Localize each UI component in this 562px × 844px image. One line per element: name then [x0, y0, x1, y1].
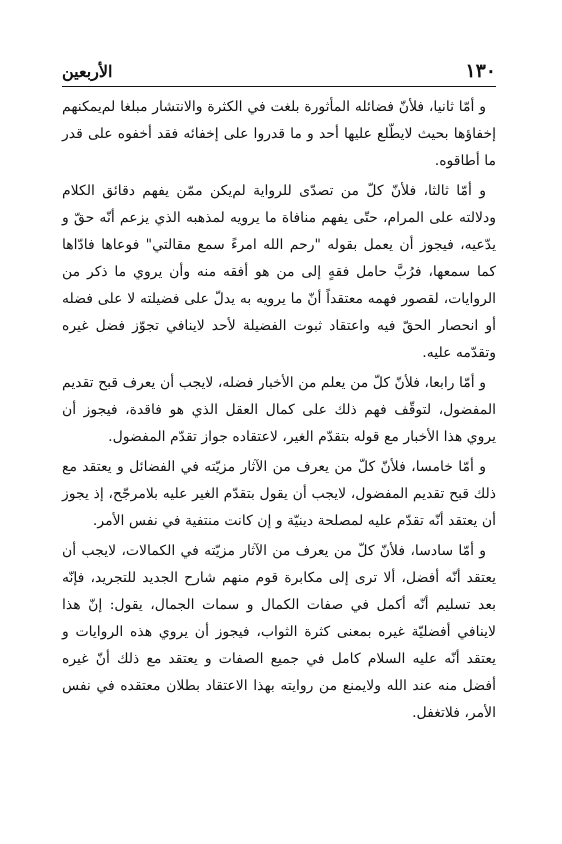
paragraph-fifthly: و أمّا خامسا، فلأنّ كلّ من يعرف من الآثار مزيّته في الفضائل و يعتقد مع ذلك قبح تقديم المفضول، لايجب أن يقول بتقدّم الغير عليه بلامرجّح، إذ يجوز أن يعتقد أنّه تقدّم عليه لمصلحة دينيّة و إن كانت منتفية في نفس الأمر. [62, 459, 496, 529]
paragraph-thirdly: و أمّا ثالثا، فلأنّ كلّ من تصدّى للرواية لم‌يكن ممّن يفهم دقائق الكلام ودلالته على المرام، حتّى يفهم منافاة ما يرويه لمذهبه الذي يزعم أنّه حقّ و يدّعيه، فيجوز أن يعمل بقوله "رحم الله امرءً سمع مقالتي" فوعاها فادّاها كما سمعها، فرُبَّ حامل فقهٍ إلى من هو أفقه منه وأن يروي ما ذكر من الروايات، لقصور فهمه معتقداً أنّ ما يرويه به يدلّ على فضيلته لا على فضله أو انحصار الحقّ فيه واعتقاد ثبوت الفضيلة لأحد لاينافي تجوّز فضل غيره وتقدّمه عليه. [62, 183, 496, 361]
paragraph-secondly: و أمّا ثانيا، فلأنّ فضائله المأثورة بلغت في الكثرة والانتشار مبلغا لم‌يمكنهم إخفاؤها بحيث لايطّلع عليها أحد و ما قدروا على إخفائه فقد أخفوه على قدر ما أطاقوه. [62, 99, 496, 169]
paragraph-fourthly: و أمّا رابعا، فلأنّ كلّ من يعلم من الأخبار فضله، لايجب أن يعرف قبح تقديم المفضول، لتوقّف فهم ذلك على كمال العقل الذي هو فاقدة، فيجوز أن يروي هذا الأخبار مع قوله بتقدّم الغير، لاعتقاده جواز تقدّم المفضول. [62, 375, 496, 445]
running-title: الأربعين [62, 62, 113, 81]
page-number: ١٣٠ [465, 60, 496, 82]
page-header [62, 60, 496, 84]
page-body [62, 94, 496, 730]
paragraph-sixthly: و أمّا سادسا، فلأنّ كلّ من يعرف من الآثار مزيّته في الكمالات، لايجب أن يعتقد أنّه أفضل، ألا ترى إلى مكابرة قوم منهم شارح الجديد للتجريد، فإنّه بعد تسليم أنّه أكمل في صفات الكمال و سمات الجمال، يقول: إنّ هذا لاينافي أفضليّة غيره بمعنى كثرة الثواب، فيجوز أن يروي هذه الروايات و يعتقد أنّه عليه السلام كامل في جميع الصفات و يعتقد مع ذلك أنّ غيره أفضل منه عند الله ولايمنع من روايته بهذا الاعتقاد بطلان معتقده في نفس الأمر، فلاتغفل. [62, 543, 496, 721]
header-rule [62, 86, 496, 87]
